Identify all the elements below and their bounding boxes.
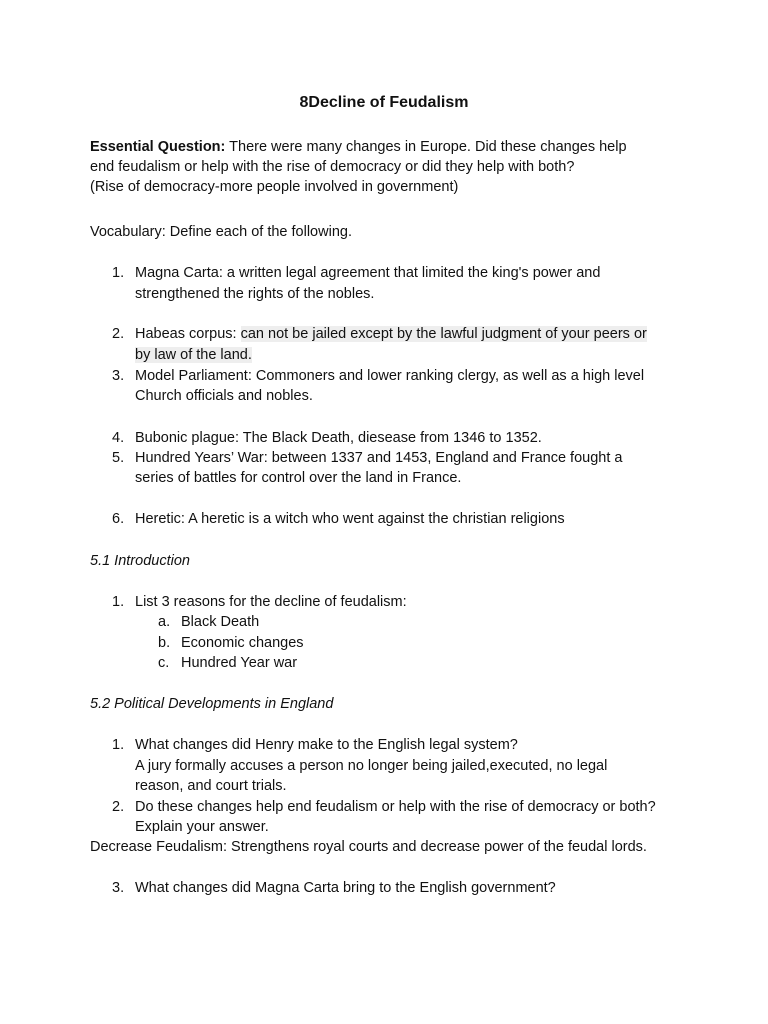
vocab-item-2-number: 2. <box>112 326 125 342</box>
vocab-item-5-number: 5. <box>112 450 125 466</box>
vocab-item-2-line-1 <box>135 324 647 344</box>
s51-answer-c-marker: c. <box>158 655 170 671</box>
vocab-item-2-line-2 <box>135 345 252 365</box>
essential-question-line-2: end feudalism or help with the rise of democracy or did they help with both? <box>90 159 575 175</box>
vocab-item-2-term: Habeas corpus: <box>135 326 241 342</box>
vocab-item-4-number: 4. <box>112 430 125 446</box>
essential-question-line-3: (Rise of democracy-more people involved in government) <box>90 179 459 195</box>
vocab-item-6-line-1: Heretic: A heretic is a witch who went against the christian religions <box>135 511 565 527</box>
s52-question-1-text: What changes did Henry make to the English legal system? <box>135 737 518 753</box>
vocab-item-5-line-2: series of battles for control over the land in France. <box>135 470 462 486</box>
s51-question-1-number: 1. <box>112 594 125 610</box>
vocab-item-3-line-2: Church officials and nobles. <box>135 388 313 404</box>
s52-question-3-text: What changes did Magna Carta bring to the English government? <box>135 880 556 896</box>
s51-question-1-text: List 3 reasons for the decline of feudalism: <box>135 594 407 610</box>
s51-answer-a-marker: a. <box>158 614 171 630</box>
vocab-item-5-line-1: Hundred Years’ War: between 1337 and 1453, England and France fought a <box>135 450 623 466</box>
vocab-item-3-number: 3. <box>112 368 125 384</box>
s52-answer-2: Decrease Feudalism: Strengthens royal courts and decrease power of the feudal lords. <box>90 839 647 855</box>
s52-question-3-number: 3. <box>112 880 125 896</box>
s52-answer-1-line-1: A jury formally accuses a person no longer being jailed,executed, no legal <box>135 758 608 774</box>
vocab-item-2-highlight-2: by law of the land. <box>135 347 252 363</box>
vocab-item-6-number: 6. <box>112 511 125 527</box>
section-5-1-heading: 5.1 Introduction <box>90 553 190 569</box>
vocab-item-3-line-1: Model Parliament: Commoners and lower ranking clergy, as well as a high level <box>135 368 645 384</box>
vocab-item-2-highlight: can not be jailed except by the lawful judgment of your peers or <box>240 326 647 342</box>
s52-question-2-number: 2. <box>112 799 125 815</box>
s52-question-2-text-2: Explain your answer. <box>135 819 269 835</box>
vocabulary-intro: Vocabulary: Define each of the following. <box>90 224 352 240</box>
s51-answer-a: Black Death <box>181 614 260 630</box>
s51-answer-b: Economic changes <box>181 635 304 651</box>
s52-answer-1-line-2: reason, and court trials. <box>135 778 287 794</box>
s51-answer-b-marker: b. <box>158 635 171 651</box>
essential-question-line-1 <box>90 137 627 157</box>
essential-question-text-1: There were many changes in Europe. Did these changes help <box>225 139 627 155</box>
vocab-item-4-line-1: Bubonic plague: The Black Death, diesease from 1346 to 1352. <box>135 430 542 446</box>
s52-question-2-text: Do these changes help end feudalism or help with the rise of democracy or both? <box>135 799 656 815</box>
vocab-item-1-line-1: Magna Carta: a written legal agreement that limited the king's power and <box>135 265 601 281</box>
vocab-item-1-line-2: strengthened the rights of the nobles. <box>135 286 375 302</box>
essential-question-label: Essential Question: <box>90 139 226 155</box>
vocab-item-1-number: 1. <box>112 265 125 281</box>
page-title: 8Decline of Feudalism <box>299 94 469 111</box>
s52-question-1-number: 1. <box>112 737 125 753</box>
s51-answer-c: Hundred Year war <box>181 655 298 671</box>
section-5-2-heading: 5.2 Political Developments in England <box>90 696 334 712</box>
